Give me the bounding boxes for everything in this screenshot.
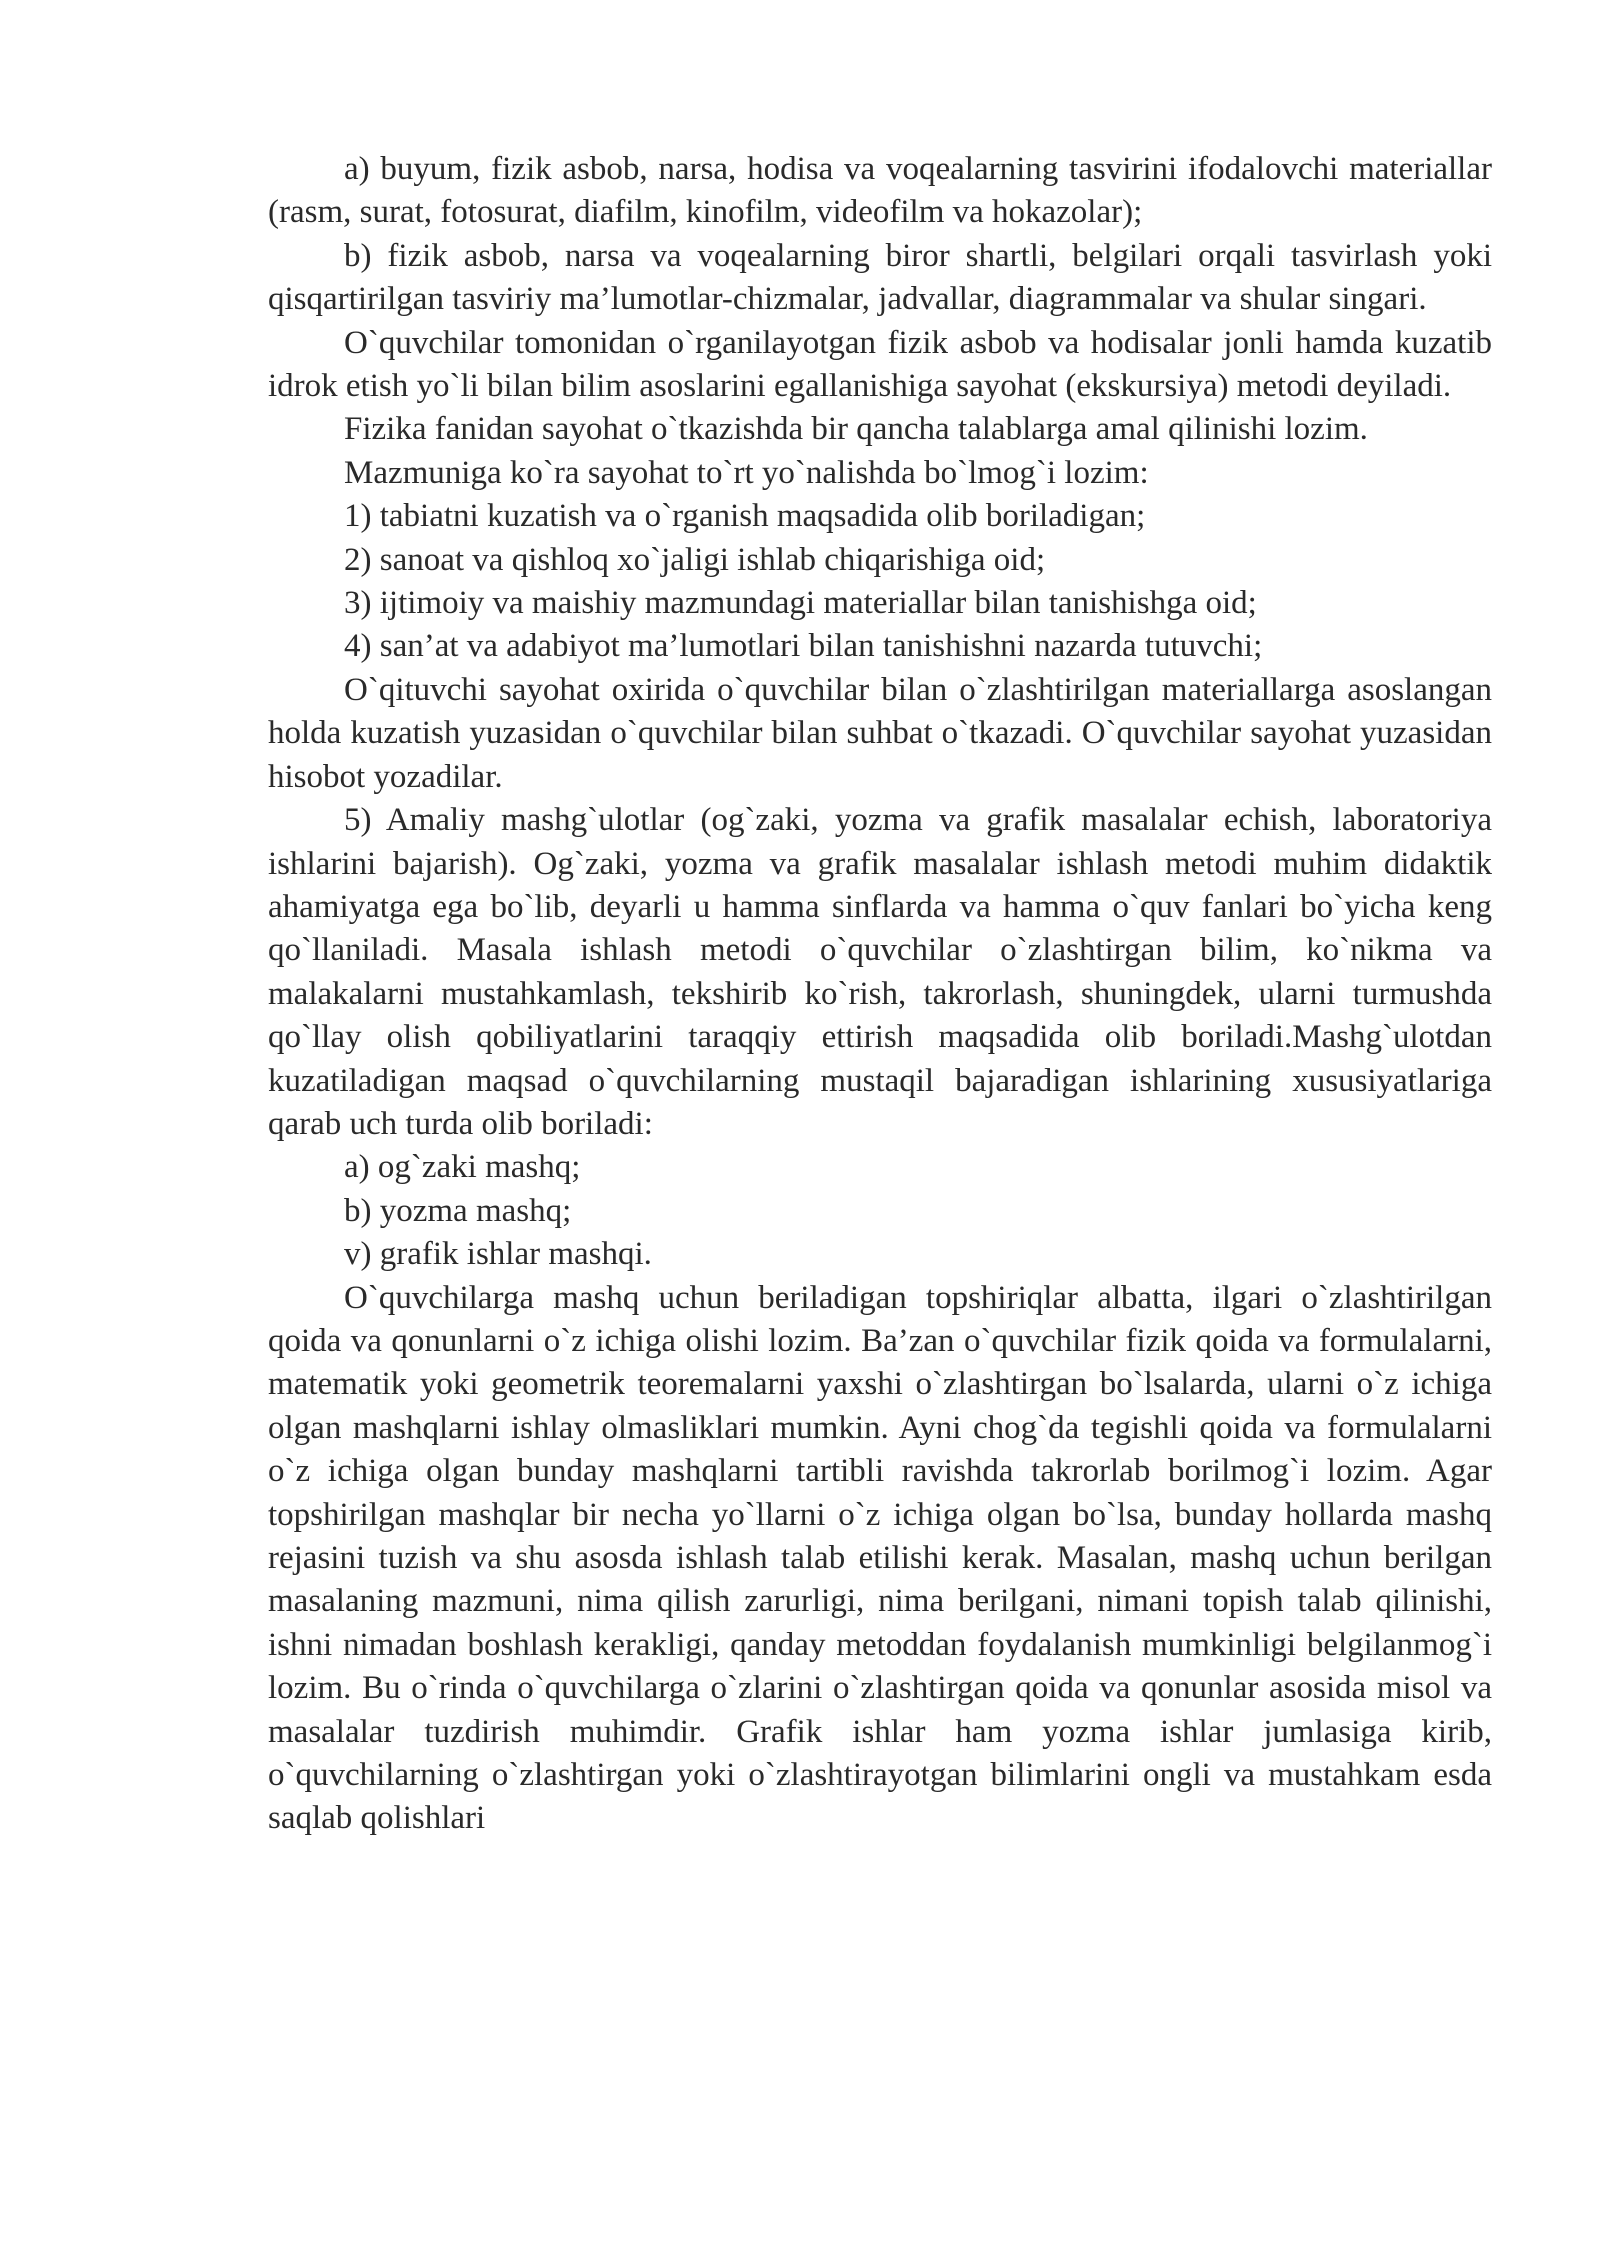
list-item-direction-3: 3) ijtimoiy va maishiy mazmundagi materiallar bilan tanishishga oid; xyxy=(344,585,1257,622)
list-item-graphic-exercise: v) grafik ishlar mashqi. xyxy=(344,1236,652,1273)
paragraph-excursion-definition: O`quvchilar tomonidan o`rganilayotgan fizik asbob va hodisalar jonli hamda kuzatib idrok etish yo`li bilan bilim asoslarini egallanishiga sayohat (ekskursiya) metodi deyiladi. xyxy=(268,324,1492,405)
document-page xyxy=(268,148,1492,1841)
paragraph-excursion-requirements: Fizika fanidan sayohat o`tkazishda bir qancha talablarga amal qilinishi lozim. xyxy=(344,411,1368,448)
paragraph-teacher-conversation: O`qituvchi sayohat oxirida o`quvchilar bilan o`zlashtirilgan materiallarga asoslangan holda kuzatish yuzasidan o`quvchilar bilan suhbat o`tkazadi. O`quvchilar sayohat yuzasidan hisobot yozadilar. xyxy=(268,671,1492,795)
paragraph-visual-materials-b: b) fizik asbob, narsa va voqealarning biror shartli, belgilari orqali tasvirlash yoki qisqartirilgan tasviriy ma’lumotlar-chizmalar, jadvallar, diagrammalar va shular singari. xyxy=(268,237,1492,318)
list-item-written-exercise: b) yozma mashq; xyxy=(344,1192,572,1229)
list-intro-excursion-directions: Mazmuniga ko`ra sayohat to`rt yo`nalishda bo`lmog`i lozim: xyxy=(344,454,1149,491)
paragraph-visual-materials-a: a) buyum, fizik asbob, narsa, hodisa va voqealarning tasvirini ifodalovchi materiallar (rasm, surat, fotosurat, diafilm, kinofilm, videofilm va hokazolar); xyxy=(268,151,1492,231)
list-item-oral-exercise: a) og`zaki mashq; xyxy=(344,1149,581,1186)
paragraph-practical-exercises: 5) Amaliy mashg`ulotlar (og`zaki, yozma va grafik masalalar echish, laboratoriya ishlarini bajarish). Og`zaki, yozma va grafik masalalar ishlash metodi muhim didaktik ahamiyatga ega bo`lib, deyarli u hamma sinflarda va hamma o`quv fanlari bo`yicha keng qo`llaniladi. Masala ishlash metodi o`quvchilar o`zlashtirgan bilim, ko`nikma va malakalarni mustahkamlash, tekshirib ko`rish, takrorlash, shuningdek, ularni turmushda qo`llay olish qobiliyatlarini taraqqiy ettirish maqsadida olib boriladi.Mashg`ulotdan kuzatiladigan maqsad o`quvchilarning mustaqil bajaradigan ishlarining xususiyatlariga qarab uch turda olib boriladi: xyxy=(268,802,1492,1142)
list-item-direction-4: 4) san’at va adabiyot ma’lumotlari bilan tanishishni nazarda tutuvchi; xyxy=(344,628,1263,665)
list-item-direction-2: 2) sanoat va qishloq xo`jaligi ishlab chiqarishiga oid; xyxy=(344,541,1046,578)
list-item-direction-1: 1) tabiatni kuzatish va o`rganish maqsadida olib boriladigan; xyxy=(344,498,1146,535)
paragraph-exercise-tasks: O`quvchilarga mashq uchun beriladigan topshiriqlar albatta, ilgari o`zlashtirilgan qoida va qonunlarni o`z ichiga olishi lozim. Ba’zan o`quvchilar fizik qoida va formulalarni, matematik yoki geometrik teoremalarni yaxshi o`zlashtirgan bo`lsalarda, ularni o`z ichiga olgan mashqlarni ishlay olmasliklari mumkin. Ayni chog`da tegishli qoida va formulalarni o`z ichiga olgan bunday mashqlarni tartibli ravishda takrorlab borilmog`i lozim. Agar topshirilgan mashqlar bir necha yo`llarni o`z ichiga olgan bo`lsa, bunday hollarda mashq rejasini tuzish va shu asosda ishlash talab etilishi kerak. Masalan, mashq uchun berilgan masalaning mazmuni, nima qilish zarurligi, nima berilgani, nimani topish talab qilinishi, ishni nimadan boshlash kerakligi, qanday metoddan foydalanish mumkinligi belgilanmog`i lozim. Bu o`rinda o`quvchilarga o`zlarini o`zlashtirgan qoida va qonunlar asosida misol va masalalar tuzdirish muhimdir. Grafik ishlar ham yozma ishlar jumlasiga kirib, o`quvchilarning o`zlashtirgan yoki o`zlashtirayotgan bilimlarini ongli va mustahkam esda saqlab qolishlari xyxy=(268,1279,1492,1837)
